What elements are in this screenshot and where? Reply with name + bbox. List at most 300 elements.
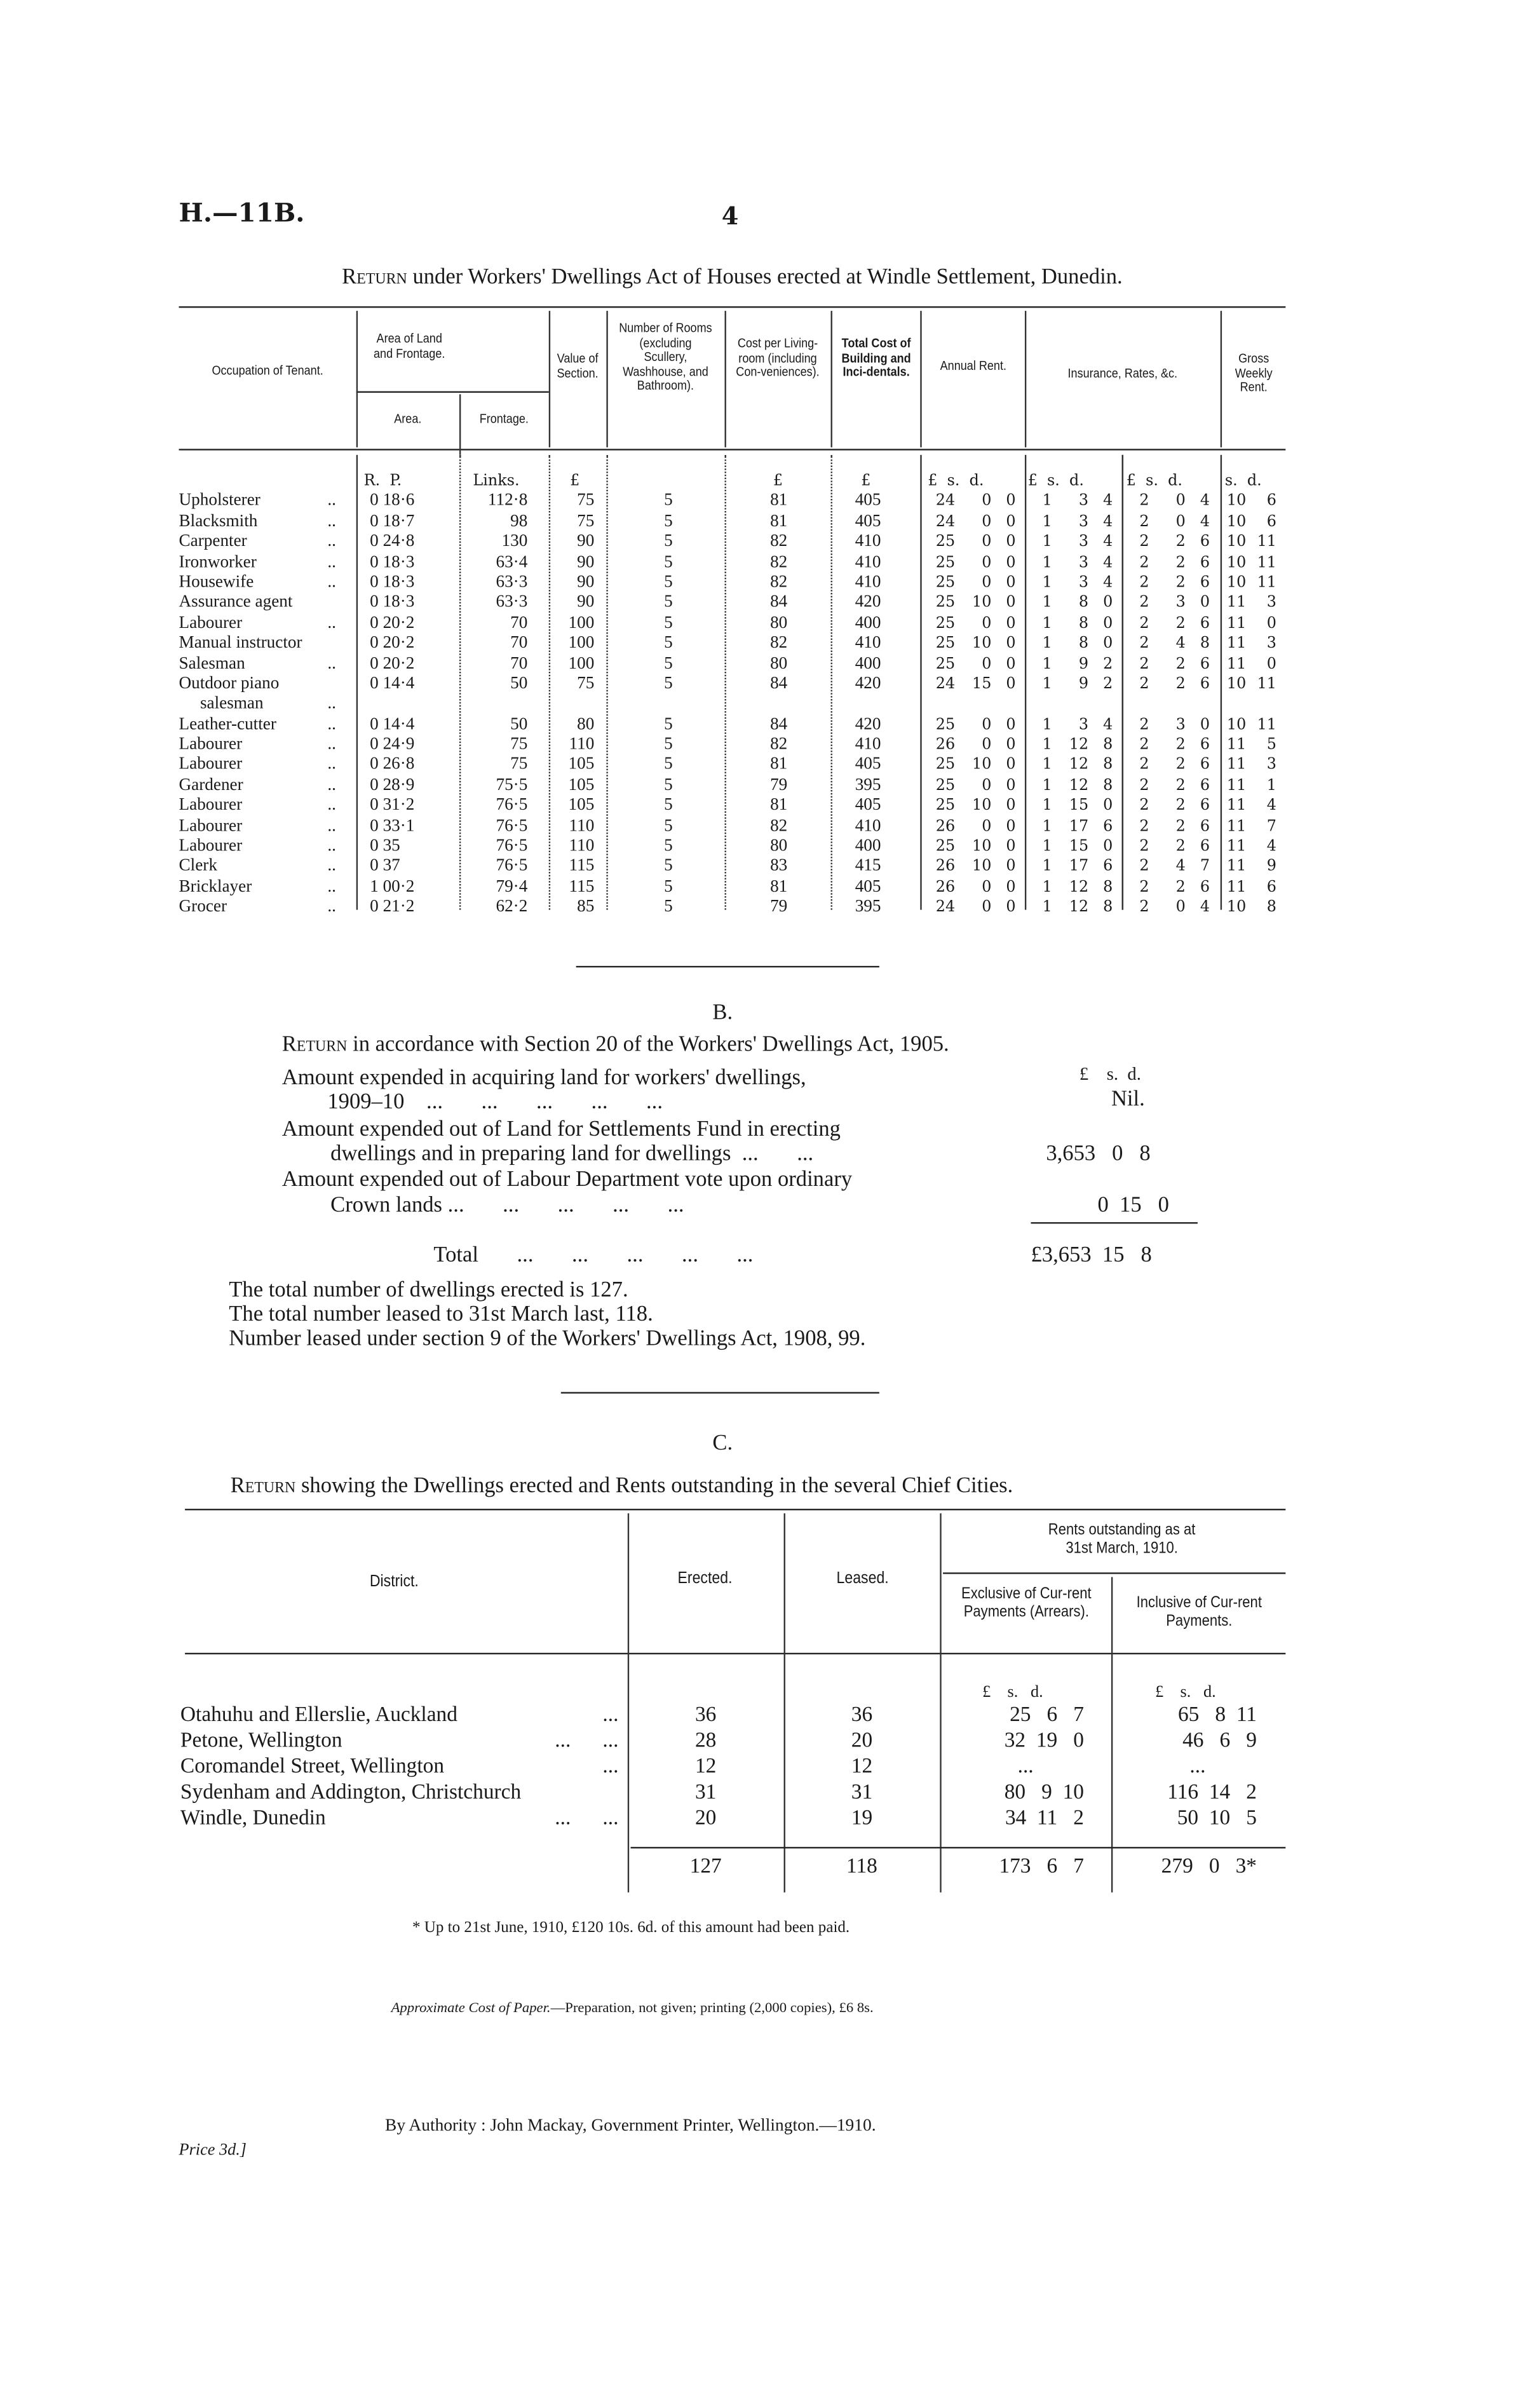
- note-dwellings-leased: The total number leased to 31st March last, 118.: [229, 1302, 653, 1327]
- area-value: 0 18·3: [370, 593, 415, 612]
- insurance-1: 1: [1042, 554, 1052, 571]
- annual-rent: 0: [1006, 818, 1016, 835]
- leased-count: 31: [851, 1781, 873, 1805]
- insurance-1: 3: [1078, 493, 1089, 510]
- annual-rent: 10: [972, 595, 992, 612]
- section-value: 90: [577, 552, 595, 571]
- insurance-2: 2: [1139, 676, 1149, 693]
- column-rule: [725, 455, 726, 910]
- section-value: 115: [569, 857, 595, 876]
- frontage-value: 76·5: [496, 857, 528, 876]
- insurance-1: 6: [1103, 818, 1113, 835]
- frontage-value: 75: [510, 756, 528, 775]
- value-2: 3,653 0 8: [1046, 1141, 1151, 1166]
- insurance-2: 2: [1139, 595, 1149, 612]
- total-cost: 405: [855, 491, 881, 510]
- header-exclusive: Exclusive of Cur-rent Payments (Arrears).: [961, 1584, 1092, 1621]
- insurance-2: 2: [1139, 655, 1149, 673]
- area-value: 0 28·9: [370, 776, 415, 794]
- line-1a: Amount expended in acquiring land for workers' dwellings,: [281, 1066, 806, 1091]
- leader-dots: ...: [602, 1755, 619, 1779]
- district-name: Sydenham and Addington, Christchurch: [180, 1781, 522, 1805]
- insurance-1: 4: [1103, 493, 1113, 510]
- occupation: Labourer: [179, 613, 243, 632]
- frontage-value: 63·3: [496, 573, 528, 592]
- annual-rent: 24: [935, 899, 956, 916]
- occupation: Labourer: [179, 756, 243, 775]
- insurance-2: 2: [1139, 879, 1149, 896]
- insurance-2: 2: [1139, 514, 1149, 531]
- rooms-count: 5: [664, 817, 673, 835]
- total-cost: 400: [855, 837, 881, 855]
- occupation: Labourer: [179, 817, 243, 835]
- annual-rent: 10: [972, 859, 992, 876]
- insurance-1: 8: [1078, 595, 1089, 612]
- rooms-count: 5: [664, 613, 673, 632]
- insurance-2: 2: [1139, 554, 1149, 571]
- insurance-2: 2: [1175, 838, 1186, 855]
- leased-count: 12: [851, 1755, 873, 1779]
- area-subheader-rule: [356, 391, 549, 393]
- title-lead: Return: [230, 1474, 296, 1499]
- annual-rent: 25: [935, 595, 956, 612]
- annual-rent: 0: [1006, 879, 1016, 896]
- annual-rent: 25: [935, 615, 956, 632]
- leader-dots: ..: [327, 857, 336, 876]
- insurance-1: 15: [1069, 838, 1089, 855]
- rooms-count: 5: [664, 735, 673, 754]
- footnote: * Up to 21st June, 1910, £120 10s. 6d. of this amount had been paid.: [412, 1919, 850, 1936]
- annual-rent: 26: [935, 879, 956, 896]
- insurance-2: 2: [1175, 575, 1186, 592]
- unit-label: £ s. d.: [928, 473, 984, 490]
- title-rest: showing the Dwellings erected and Rents outstanding in the several Chief Cities.: [295, 1474, 1013, 1499]
- annual-rent: 0: [1006, 514, 1016, 531]
- rooms-count: 5: [664, 552, 673, 571]
- total-cost: 405: [855, 756, 881, 775]
- insurance-1: 4: [1103, 534, 1113, 551]
- insurance-1: 4: [1103, 716, 1113, 734]
- page-number: 4: [721, 201, 739, 231]
- gross-pence: 6: [1266, 514, 1277, 531]
- insurance-1: 1: [1042, 595, 1052, 612]
- insurance-2: 6: [1200, 737, 1210, 754]
- insurance-1: 4: [1103, 575, 1113, 592]
- total-cost: 415: [855, 857, 881, 876]
- annual-rent: 0: [982, 818, 992, 835]
- column-rule: [356, 455, 358, 910]
- section-value: 105: [568, 756, 595, 775]
- gross-shillings: 10: [1226, 899, 1247, 916]
- area-value: 0 20·2: [370, 634, 415, 653]
- insurance-2: 2: [1139, 818, 1149, 835]
- insurance-2: 0: [1175, 493, 1186, 510]
- leader-dots: ..: [327, 491, 336, 510]
- column-rule: [628, 1513, 629, 1892]
- annual-rent: 25: [935, 757, 956, 775]
- annual-rent: 0: [982, 716, 992, 734]
- leader-dots: ... ...: [555, 1730, 619, 1753]
- insurance-1: 3: [1078, 514, 1089, 531]
- approximate-cost: [391, 2002, 874, 2017]
- frontage-value: 76·5: [496, 837, 528, 855]
- annual-rent: 0: [982, 514, 992, 531]
- cost-per-room: 81: [770, 796, 788, 815]
- total-cost: 400: [855, 654, 881, 673]
- occupation: Carpenter: [179, 532, 247, 551]
- total-cost: 420: [855, 715, 881, 734]
- cost-detail: —Preparation, not given; printing (2,000 copies), £6 8s.: [550, 2001, 874, 2017]
- insurance-2: 4: [1175, 859, 1186, 876]
- annual-rent: 24: [935, 493, 956, 510]
- gross-pence: 11: [1257, 716, 1277, 734]
- frontage-value: 75·5: [496, 776, 528, 794]
- insurance-1: 4: [1103, 554, 1113, 571]
- cost-per-room: 80: [770, 654, 788, 673]
- divider: [576, 966, 879, 967]
- rooms-count: 5: [664, 532, 673, 551]
- total-cost: 395: [855, 898, 881, 916]
- annual-rent: 0: [1006, 595, 1016, 612]
- unit-label: £: [570, 473, 580, 490]
- cost-per-room: 84: [770, 674, 788, 693]
- leader-dots: ..: [327, 837, 336, 855]
- section-value: 115: [569, 878, 595, 896]
- insurance-2: 2: [1139, 899, 1149, 916]
- column-rule: [920, 311, 921, 447]
- annual-rent: 0: [1006, 615, 1016, 632]
- column-rule: [606, 455, 607, 910]
- insurance-1: 0: [1103, 798, 1113, 815]
- divider: [561, 1392, 879, 1393]
- cost-per-room: 79: [770, 898, 788, 916]
- total-cost: 410: [855, 552, 881, 571]
- frontage-value: 62·2: [496, 898, 528, 916]
- insurance-2: 2: [1139, 716, 1149, 734]
- header-frontage: Frontage.: [479, 411, 529, 426]
- annual-rent: 26: [935, 859, 956, 876]
- frontage-value: 63·4: [496, 552, 528, 571]
- area-value: 0 21·2: [370, 898, 415, 916]
- gross-pence: 5: [1266, 737, 1277, 754]
- rooms-count: 5: [664, 674, 673, 693]
- insurance-1: 1: [1042, 798, 1052, 815]
- unit-label: Links.: [473, 473, 520, 490]
- section-value: 75: [577, 491, 595, 510]
- insurance-2: 2: [1139, 838, 1149, 855]
- insurance-1: 12: [1069, 879, 1089, 896]
- cost-per-room: 84: [770, 715, 788, 734]
- section-value: 110: [569, 735, 595, 754]
- gross-shillings: 11: [1226, 737, 1247, 754]
- gross-pence: 4: [1266, 798, 1277, 815]
- section-value: 85: [577, 898, 595, 916]
- gross-shillings: 10: [1226, 534, 1247, 551]
- insurance-2: 2: [1175, 757, 1186, 775]
- insurance-2: 2: [1139, 737, 1149, 754]
- insurance-2: 2: [1139, 534, 1149, 551]
- rooms-count: 5: [664, 715, 673, 734]
- annual-rent: 0: [982, 879, 992, 896]
- cost-per-room: 80: [770, 613, 788, 632]
- frontage-value: 50: [510, 674, 528, 693]
- frontage-value: 50: [510, 715, 528, 734]
- insurance-2: 6: [1200, 777, 1210, 794]
- total-cost: 405: [855, 796, 881, 815]
- gross-pence: 3: [1266, 636, 1277, 653]
- column-rule: [725, 311, 726, 447]
- leased-count: 19: [851, 1807, 873, 1830]
- insurance-1: 1: [1042, 859, 1052, 876]
- annual-rent: 25: [935, 798, 956, 815]
- annual-rent: 25: [935, 838, 956, 855]
- section-value: 105: [568, 796, 595, 815]
- occupation: Labourer: [179, 837, 243, 855]
- rooms-count: 5: [664, 756, 673, 775]
- area-value: 0 18·3: [370, 573, 415, 592]
- occupation: Gardener: [179, 776, 243, 794]
- erected-count: 20: [694, 1807, 717, 1830]
- annual-rent: 0: [1006, 554, 1016, 571]
- annual-rent: 0: [1006, 859, 1016, 876]
- gross-shillings: 10: [1226, 514, 1247, 531]
- leader-dots: ..: [327, 878, 336, 896]
- total-cost: 420: [855, 674, 881, 693]
- occupation: Housewife: [179, 573, 254, 592]
- gross-shillings: 11: [1226, 859, 1247, 876]
- leased-count: 20: [851, 1730, 873, 1753]
- gross-shillings: 11: [1226, 818, 1247, 835]
- total-cost: 410: [855, 532, 881, 551]
- occupation: Labourer: [179, 735, 243, 754]
- column-rule: [831, 311, 832, 447]
- insurance-1: 0: [1103, 615, 1113, 632]
- gross-shillings: 11: [1226, 595, 1247, 612]
- rent-inclusive: ...: [1189, 1755, 1206, 1779]
- insurance-2: 6: [1200, 838, 1210, 855]
- insurance-1: 3: [1078, 575, 1089, 592]
- occupation: Grocer: [179, 898, 227, 916]
- annual-rent: 25: [935, 534, 956, 551]
- gross-pence: 7: [1266, 818, 1277, 835]
- district-name: Petone, Wellington: [180, 1730, 342, 1753]
- cost-per-room: 81: [770, 878, 788, 896]
- cost-per-room: 80: [770, 837, 788, 855]
- insurance-1: 1: [1042, 514, 1052, 531]
- insurance-1: 1: [1042, 737, 1052, 754]
- occupation: Leather-cutter: [179, 715, 276, 734]
- gross-shillings: 10: [1226, 575, 1247, 592]
- occupation: Assurance agent: [179, 593, 293, 612]
- insurance-1: 3: [1078, 554, 1089, 571]
- gross-shillings: 11: [1226, 636, 1247, 653]
- area-value: 0 35: [370, 837, 400, 855]
- column-rule: [784, 1513, 785, 1892]
- rooms-count: 5: [664, 776, 673, 794]
- section-b-title: [282, 1033, 949, 1057]
- annual-rent: 0: [1006, 737, 1016, 754]
- gross-pence: 11: [1257, 554, 1277, 571]
- insurance-1: 12: [1069, 737, 1089, 754]
- annual-rent: 26: [935, 737, 956, 754]
- leader-dots: ... ...: [555, 1807, 619, 1830]
- note-dwellings-erected: The total number of dwellings erected is 127.: [229, 1278, 628, 1303]
- total-cost: 410: [855, 634, 881, 653]
- occupation: Outdoor piano: [179, 674, 280, 693]
- total-cost: 405: [855, 878, 881, 896]
- gross-shillings: 11: [1226, 655, 1247, 673]
- leader-dots: ..: [327, 715, 336, 734]
- unit-label: R. P.: [363, 473, 402, 490]
- insurance-1: 1: [1042, 655, 1052, 673]
- annual-rent: 25: [935, 655, 956, 673]
- rooms-count: 5: [664, 512, 673, 531]
- total-value: £3,653 15 8: [1031, 1243, 1152, 1268]
- insurance-1: 1: [1042, 493, 1052, 510]
- total-cost: 410: [855, 817, 881, 835]
- unit-label: £: [861, 473, 871, 490]
- column-rule: [831, 455, 832, 910]
- annual-rent: 0: [982, 534, 992, 551]
- frontage-value: 70: [510, 654, 528, 673]
- annual-rent: 0: [982, 554, 992, 571]
- occupation: Upholsterer: [179, 491, 261, 510]
- cost-per-room: 81: [770, 512, 788, 531]
- header-erected: Erected.: [677, 1569, 733, 1588]
- insurance-1: 2: [1103, 676, 1113, 693]
- insurance-2: 6: [1200, 757, 1210, 775]
- gross-shillings: 11: [1226, 615, 1247, 632]
- annual-rent: 0: [1006, 636, 1016, 653]
- insurance-1: 9: [1078, 655, 1089, 673]
- column-rule: [549, 311, 550, 447]
- occupation: Clerk: [179, 857, 217, 876]
- cost-per-room: 81: [770, 491, 788, 510]
- annual-rent: 25: [935, 777, 956, 794]
- annual-rent: 25: [935, 554, 956, 571]
- table-c-header-rule: [185, 1653, 1285, 1654]
- rent-exclusive: ...: [1017, 1755, 1034, 1779]
- annual-rent: 0: [1006, 777, 1016, 794]
- table-a-top-rule: [179, 306, 1286, 308]
- header-total-cost: Total Cost of Building and Inci-dentals.: [841, 335, 911, 379]
- insurance-2: 4: [1175, 636, 1186, 653]
- annual-rent: 0: [1006, 676, 1016, 693]
- insurance-2: 6: [1200, 534, 1210, 551]
- section-value: 100: [568, 654, 595, 673]
- rent-inclusive: 46 6 9: [1182, 1730, 1257, 1753]
- annual-rent: 25: [935, 636, 956, 653]
- leader-dots: ...: [602, 1704, 619, 1727]
- insurance-2: 4: [1200, 493, 1210, 510]
- header-inclusive: Inclusive of Cur-rent Payments.: [1136, 1593, 1262, 1630]
- rent-inclusive: 65 8 11: [1177, 1704, 1257, 1727]
- erected-count: 31: [694, 1781, 717, 1805]
- insurance-2: 3: [1175, 595, 1186, 612]
- section-b-label: B.: [712, 1000, 733, 1025]
- gross-shillings: 11: [1226, 838, 1247, 855]
- insurance-1: 3: [1078, 534, 1089, 551]
- gross-shillings: 11: [1226, 879, 1247, 896]
- gross-pence: 8: [1266, 899, 1277, 916]
- area-value: 0 26·8: [370, 756, 415, 775]
- occupation: Manual instructor: [179, 634, 302, 653]
- section-c-title: [231, 1474, 1013, 1498]
- insurance-2: 7: [1200, 859, 1210, 876]
- insurance-1: 0: [1103, 595, 1113, 612]
- insurance-1: 1: [1042, 757, 1052, 775]
- leader-dots: ..: [327, 613, 336, 632]
- insurance-1: 3: [1078, 716, 1089, 734]
- frontage-value: 76·5: [496, 796, 528, 815]
- frontage-value: 70: [510, 634, 528, 653]
- insurance-1: 8: [1103, 777, 1113, 794]
- total-cost: 405: [855, 512, 881, 531]
- frontage-value: 98: [510, 512, 528, 531]
- insurance-2: 0: [1175, 514, 1186, 531]
- insurance-2: 2: [1139, 798, 1149, 815]
- section-value: 100: [568, 634, 595, 653]
- annual-rent: 0: [1006, 838, 1016, 855]
- annual-rent: 0: [1006, 575, 1016, 592]
- section-value: 90: [577, 573, 595, 592]
- annual-rent: 0: [1006, 716, 1016, 734]
- leader-dots: ..: [327, 552, 336, 571]
- insurance-1: 1: [1042, 838, 1052, 855]
- gross-pence: 11: [1257, 676, 1277, 693]
- section-value: 75: [577, 512, 595, 531]
- insurance-2: 2: [1175, 879, 1186, 896]
- insurance-1: 1: [1042, 615, 1052, 632]
- insurance-1: 1: [1042, 636, 1052, 653]
- insurance-2: 6: [1200, 798, 1210, 815]
- erected-count: 28: [694, 1730, 717, 1753]
- header-gross-weekly-rent: Gross Weekly Rent.: [1235, 350, 1273, 395]
- insurance-1: 1: [1042, 899, 1052, 916]
- occupation-continued: salesman: [200, 695, 264, 714]
- occupation: Ironworker: [179, 552, 257, 571]
- annual-rent: 0: [1006, 757, 1016, 775]
- total-cost: 400: [855, 613, 881, 632]
- gross-shillings: 11: [1226, 757, 1247, 775]
- column-rule: [920, 455, 921, 910]
- header-occupation: Occupation of Tenant.: [212, 362, 323, 378]
- cost-per-room: 84: [770, 593, 788, 612]
- rooms-count: 5: [664, 491, 673, 510]
- district-name: Otahuhu and Ellerslie, Auckland: [180, 1704, 457, 1727]
- insurance-1: 8: [1103, 899, 1113, 916]
- total-cost: 420: [855, 593, 881, 612]
- insurance-2: 8: [1200, 636, 1210, 653]
- erected-count: 36: [694, 1704, 717, 1727]
- insurance-2: 6: [1200, 879, 1210, 896]
- leader-dots: ..: [327, 756, 336, 775]
- gross-pence: 0: [1266, 615, 1277, 632]
- insurance-1: 0: [1103, 838, 1113, 855]
- district-name: Coromandel Street, Wellington: [180, 1755, 445, 1779]
- column-rule: [459, 394, 461, 454]
- cost-per-room: 82: [770, 532, 788, 551]
- table-c-top-rule: [185, 1509, 1285, 1510]
- gross-pence: 4: [1266, 838, 1277, 855]
- totals-rule: [631, 1847, 1286, 1848]
- line-1b: 1909–10 ... ... ... ... ...: [327, 1090, 663, 1115]
- annual-rent: 26: [935, 818, 956, 835]
- area-value: 0 20·2: [370, 613, 415, 632]
- insurance-2: 6: [1200, 615, 1210, 632]
- leader-dots: ..: [327, 898, 336, 916]
- insurance-2: 2: [1139, 636, 1149, 653]
